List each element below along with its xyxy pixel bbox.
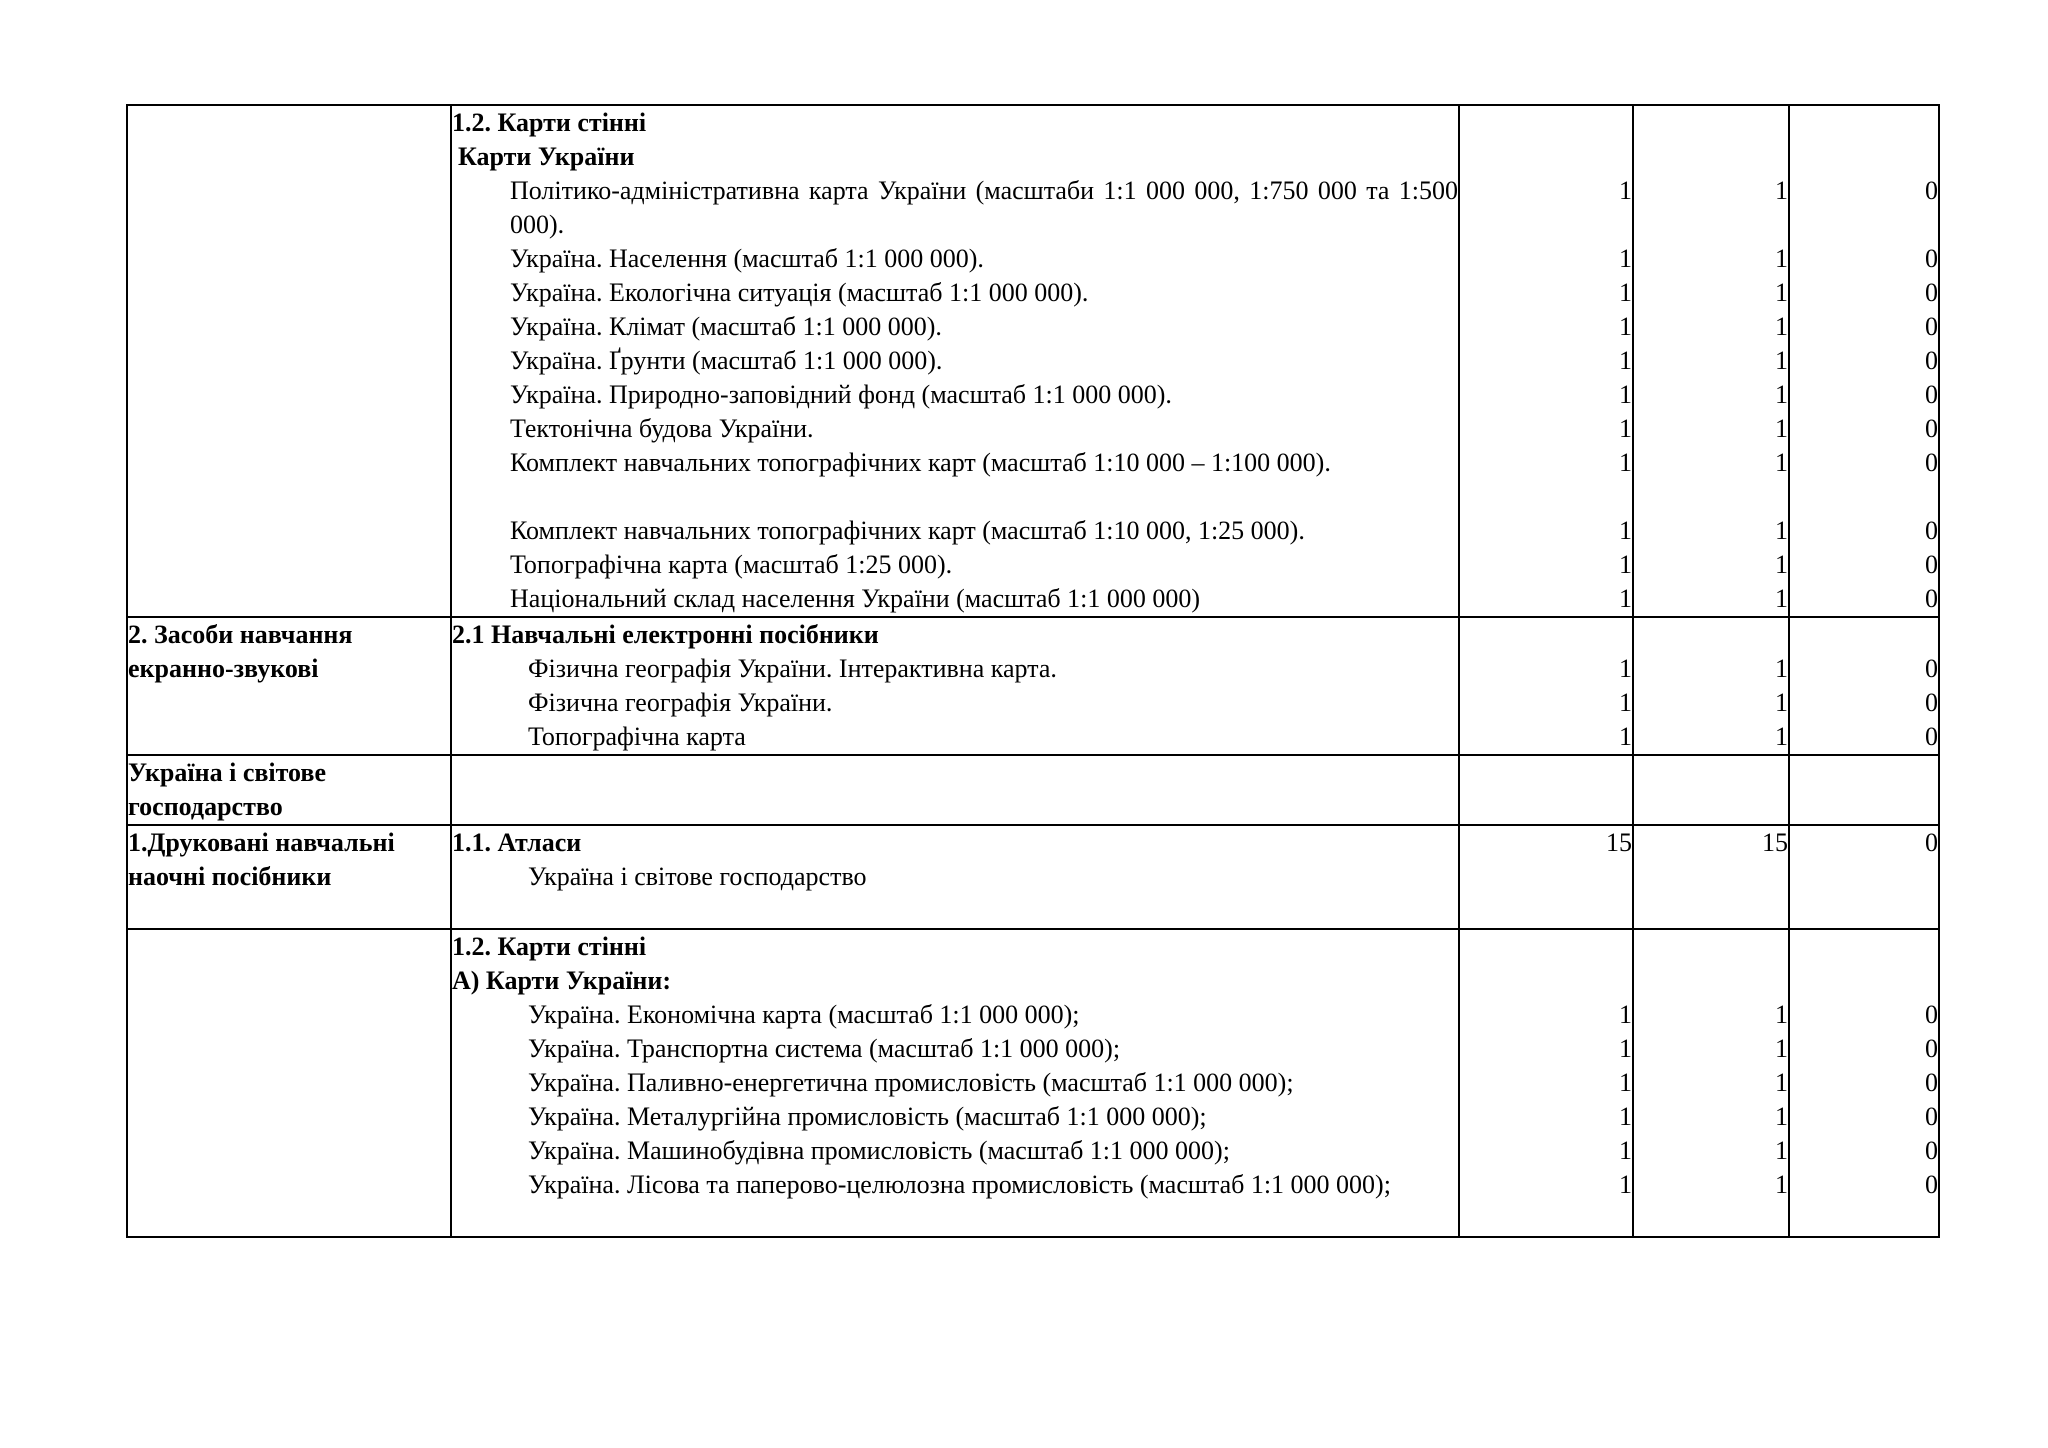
quantity-missing-cell — [1789, 825, 1939, 929]
quantity-value: 1 — [1775, 278, 1788, 307]
quantity-value: 1 — [1619, 244, 1632, 273]
items-cell — [451, 755, 1459, 825]
quantity-value: 1 — [1619, 346, 1632, 375]
table-row — [127, 105, 1939, 617]
quantity-value — [1460, 930, 1632, 964]
list-item — [452, 756, 1458, 790]
quantity-required-cell — [1459, 825, 1633, 929]
quantity-value: 0 — [1925, 414, 1938, 443]
quantity-value — [1634, 618, 1788, 652]
quantity-value: 1 — [1619, 722, 1632, 751]
items-cell — [451, 929, 1459, 1237]
quantity-value: 0 — [1925, 1136, 1938, 1165]
table-row — [127, 617, 1939, 755]
quantity-value — [1790, 964, 1938, 998]
quantity-required-cell — [1459, 929, 1633, 1237]
quantity-value: 0 — [1925, 1102, 1938, 1131]
quantity-missing-cell — [1789, 105, 1939, 617]
quantity-value: 1 — [1775, 244, 1788, 273]
quantity-value: 0 — [1925, 278, 1938, 307]
quantity-value: 1 — [1775, 1102, 1788, 1131]
list-item: Топографічна карта — [528, 722, 746, 751]
quantity-value: 1 — [1619, 176, 1632, 205]
quantity-value — [1634, 964, 1788, 998]
list-item: Україна. Паливно-енергетична промисловість (масштаб 1:1 000 000); — [528, 1068, 1294, 1097]
quantity-value: 1 — [1619, 1034, 1632, 1063]
equipment-table — [126, 104, 1940, 1238]
quantity-value: 0 — [1925, 1000, 1938, 1029]
quantity-value: 1 — [1775, 584, 1788, 613]
items-cell — [451, 825, 1459, 929]
section-heading: 1.2. Карти стінні — [452, 108, 647, 137]
quantity-value — [1790, 618, 1938, 652]
section-heading: 1.1. Атласи — [452, 828, 582, 857]
list-item: Україна. Металургійна промисловість (масштаб 1:1 000 000); — [528, 1102, 1207, 1131]
list-item: Комплект навчальних топографічних карт (масштаб 1:10 000, 1:25 000). — [510, 516, 1305, 545]
quantity-value: 0 — [1925, 550, 1938, 579]
quantity-value — [1460, 106, 1632, 140]
list-item: Україна. Лісова та паперово-целюлозна промисловість (масштаб 1:1 000 000); — [528, 1170, 1391, 1199]
quantity-value — [1790, 106, 1938, 140]
quantity-value: 1 — [1775, 550, 1788, 579]
list-item: Політико-адміністративна карта України (масштаби 1:1 000 000, 1:750 000 та 1:500 000). — [510, 176, 1458, 239]
list-item — [452, 790, 1458, 824]
quantity-value: 1 — [1775, 1034, 1788, 1063]
quantity-value: 1 — [1619, 516, 1632, 545]
quantity-value: 0 — [1925, 346, 1938, 375]
quantity-value: 0 — [1925, 380, 1938, 409]
quantity-value: 1 — [1775, 380, 1788, 409]
quantity-value — [1460, 756, 1632, 790]
quantity-required-cell — [1459, 617, 1633, 755]
quantity-value: 15 — [1606, 828, 1632, 857]
list-item: Тектонічна будова України. — [510, 414, 814, 443]
quantity-value — [1790, 930, 1938, 964]
quantity-value — [1634, 140, 1788, 174]
quantity-value — [1790, 894, 1938, 928]
list-item: Україна. Економічна карта (масштаб 1:1 000 000); — [528, 1000, 1080, 1029]
quantity-available-cell — [1633, 105, 1789, 617]
quantity-value — [1634, 106, 1788, 140]
quantity-value — [1460, 140, 1632, 174]
quantity-available-cell — [1633, 755, 1789, 825]
quantity-value — [1634, 860, 1788, 894]
quantity-value: 1 — [1619, 1136, 1632, 1165]
section-heading: Карти України — [458, 142, 635, 171]
quantity-value — [1634, 894, 1788, 928]
quantity-value: 0 — [1925, 244, 1938, 273]
list-item: Фізична географія України. — [528, 688, 833, 717]
quantity-value — [1460, 618, 1632, 652]
quantity-value: 1 — [1775, 1068, 1788, 1097]
quantity-value: 0 — [1925, 176, 1938, 205]
quantity-value: 0 — [1925, 1068, 1938, 1097]
quantity-value: 1 — [1775, 1170, 1788, 1199]
category-cell: Україна і світове господарство — [127, 755, 451, 825]
quantity-value — [1460, 860, 1632, 894]
quantity-value — [1790, 756, 1938, 790]
section-heading: А) Карти України: — [452, 966, 672, 995]
items-cell — [451, 617, 1459, 755]
list-item: Україна. Екологічна ситуація (масштаб 1:1 000 000). — [510, 278, 1089, 307]
quantity-value: 1 — [1775, 1136, 1788, 1165]
quantity-available-cell — [1633, 617, 1789, 755]
quantity-value: 1 — [1619, 688, 1632, 717]
list-item: Україна. Ґрунти (масштаб 1:1 000 000). — [510, 346, 943, 375]
quantity-value: 1 — [1775, 722, 1788, 751]
quantity-value: 0 — [1925, 1034, 1938, 1063]
quantity-value: 0 — [1925, 828, 1938, 857]
list-item: Національний склад населення України (масштаб 1:1 000 000) — [510, 584, 1200, 613]
quantity-required-cell — [1459, 105, 1633, 617]
quantity-value: 1 — [1775, 414, 1788, 443]
quantity-value: 1 — [1619, 584, 1632, 613]
quantity-value — [1634, 930, 1788, 964]
quantity-value: 15 — [1762, 828, 1788, 857]
items-cell — [451, 105, 1459, 617]
quantity-value: 1 — [1775, 448, 1788, 477]
quantity-value — [1634, 790, 1788, 824]
quantity-value: 1 — [1775, 1000, 1788, 1029]
quantity-value — [1460, 790, 1632, 824]
quantity-required-cell — [1459, 755, 1633, 825]
table-row — [127, 755, 1939, 825]
list-item: Україна. Природно-заповідний фонд (масштаб 1:1 000 000). — [510, 380, 1172, 409]
list-item: Фізична географія України. Інтерактивна карта. — [528, 654, 1057, 683]
quantity-value — [1790, 860, 1938, 894]
list-item: Україна. Населення (масштаб 1:1 000 000). — [510, 244, 984, 273]
quantity-value: 1 — [1775, 346, 1788, 375]
list-item: Топографічна карта (масштаб 1:25 000). — [510, 550, 953, 579]
quantity-value: 1 — [1775, 654, 1788, 683]
quantity-value: 0 — [1925, 654, 1938, 683]
quantity-value: 1 — [1619, 414, 1632, 443]
quantity-value: 1 — [1619, 1068, 1632, 1097]
quantity-value: 1 — [1619, 1102, 1632, 1131]
list-item: Україна і світове господарство — [528, 862, 867, 891]
list-item: Україна. Клімат (масштаб 1:1 000 000). — [510, 312, 942, 341]
quantity-value: 0 — [1925, 584, 1938, 613]
section-heading: 1.2. Карти стінні — [452, 932, 647, 961]
quantity-value: 1 — [1619, 654, 1632, 683]
quantity-value: 0 — [1925, 1170, 1938, 1199]
quantity-value — [1460, 894, 1632, 928]
table-row — [127, 929, 1939, 1237]
quantity-value: 1 — [1619, 550, 1632, 579]
quantity-value: 0 — [1925, 312, 1938, 341]
category-cell: 2. Засоби навчання екранно-звукові — [127, 617, 451, 755]
quantity-value: 1 — [1619, 278, 1632, 307]
quantity-missing-cell — [1789, 929, 1939, 1237]
list-item — [452, 894, 1458, 928]
quantity-value: 1 — [1775, 516, 1788, 545]
category-cell — [127, 105, 451, 617]
quantity-value: 1 — [1775, 176, 1788, 205]
quantity-value: 1 — [1775, 312, 1788, 341]
category-cell: 1.Друковані навчальні наочні посібники — [127, 825, 451, 929]
quantity-value — [1460, 964, 1632, 998]
quantity-missing-cell — [1789, 617, 1939, 755]
quantity-value: 1 — [1775, 688, 1788, 717]
quantity-value: 0 — [1925, 516, 1938, 545]
equipment-table-body — [127, 105, 1939, 1237]
quantity-value: 1 — [1619, 380, 1632, 409]
quantity-value — [1634, 756, 1788, 790]
quantity-value: 1 — [1619, 448, 1632, 477]
quantity-value — [1790, 140, 1938, 174]
quantity-value: 1 — [1619, 1000, 1632, 1029]
quantity-value: 0 — [1925, 688, 1938, 717]
list-item: Україна. Транспортна система (масштаб 1:1 000 000); — [528, 1034, 1121, 1063]
table-row — [127, 825, 1939, 929]
quantity-value: 1 — [1619, 1170, 1632, 1199]
section-heading: 2.1 Навчальні електронні посібники — [452, 620, 879, 649]
quantity-available-cell — [1633, 929, 1789, 1237]
quantity-value — [1790, 790, 1938, 824]
quantity-value: 0 — [1925, 722, 1938, 751]
quantity-value: 1 — [1619, 312, 1632, 341]
list-item: Україна. Машинобудівна промисловість (масштаб 1:1 000 000); — [528, 1136, 1230, 1165]
quantity-missing-cell — [1789, 755, 1939, 825]
list-item: Комплект навчальних топографічних карт (масштаб 1:10 000 – 1:100 000). — [510, 448, 1331, 477]
quantity-value: 0 — [1925, 448, 1938, 477]
category-cell — [127, 929, 451, 1237]
quantity-available-cell — [1633, 825, 1789, 929]
